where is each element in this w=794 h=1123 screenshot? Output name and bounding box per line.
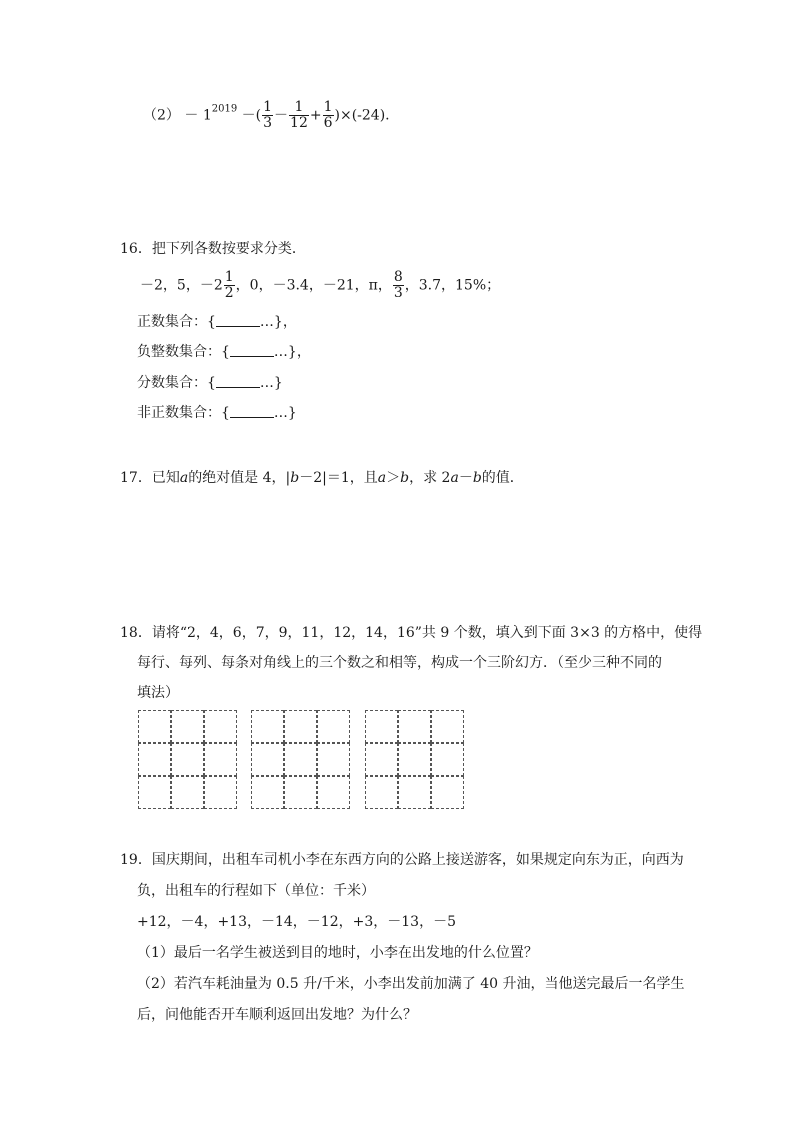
set-end: …} — [273, 405, 297, 421]
grid-cell[interactable] — [171, 710, 204, 743]
grid-cell[interactable] — [138, 743, 171, 776]
q15-fraction-2 — [289, 100, 309, 131]
q15-minus: －( — [241, 107, 262, 124]
fraction-denominator: 12 — [290, 115, 308, 131]
set-label: 负整数集合：{ — [137, 344, 230, 360]
var-a: a — [179, 470, 189, 486]
grid-cell[interactable] — [431, 710, 464, 743]
var-b: b — [472, 470, 482, 486]
q15-fraction-3 — [323, 100, 334, 131]
grid-cell[interactable] — [317, 710, 350, 743]
grid-cell[interactable] — [204, 710, 237, 743]
q16-number-list — [140, 270, 500, 301]
grid-cell[interactable] — [138, 710, 171, 743]
grid-cell[interactable] — [251, 710, 284, 743]
q16-list-part-c: ，3.7，15%； — [404, 277, 501, 294]
var-a: a — [377, 470, 387, 486]
var-b: b — [400, 470, 410, 486]
q15-tail: )×(-24). — [334, 107, 390, 124]
q18-line-1: 18．请将“2，4，6，7，9，11，12，14，16”共 9 个数，填入到下面 3×3 的方格中，使得 — [120, 625, 703, 641]
q15-part2 — [143, 100, 390, 131]
q17-part: 的值． — [481, 470, 524, 486]
q17-part: －2|＝1，且 — [299, 470, 378, 486]
q17-part: ，求 2 — [409, 470, 451, 486]
magic-square-grid-1 — [138, 710, 237, 809]
q17-text — [120, 469, 524, 487]
q19-subq-2: （2）若汽车耗油量为 0.5 升/千米，小李出发前加满了 40 升油，当他送完最后一名学生 — [137, 976, 685, 992]
answer-blank[interactable] — [230, 344, 274, 357]
grid-cell[interactable] — [398, 776, 431, 809]
grid-cell[interactable] — [317, 743, 350, 776]
q16-title: 16．把下列各数按要求分类． — [120, 241, 306, 257]
set-end: …} — [259, 375, 283, 391]
grid-cell[interactable] — [284, 710, 317, 743]
q19-subq-1: （1）最后一名学生被送到目的地时，小李在出发地的什么位置？ — [137, 945, 538, 961]
grid-cell[interactable] — [284, 743, 317, 776]
grid-cell[interactable] — [365, 710, 398, 743]
q15-base: － 1 — [184, 107, 212, 124]
set-label: 分数集合：{ — [137, 375, 216, 391]
grid-cell[interactable] — [251, 776, 284, 809]
set-label: 非正数集合：{ — [137, 405, 230, 421]
q16-set-negative-integer — [137, 343, 311, 361]
q16-set-fraction — [137, 374, 283, 392]
q16-set-positive — [137, 313, 297, 331]
q16-fraction — [393, 270, 404, 301]
answer-blank[interactable] — [230, 405, 274, 418]
q15-op1: － — [274, 107, 289, 124]
q15-fraction-1 — [262, 100, 273, 131]
var-b: b — [290, 470, 300, 486]
grid-cell[interactable] — [365, 776, 398, 809]
fraction-denominator: 6 — [323, 115, 333, 131]
grid-cell[interactable] — [317, 776, 350, 809]
q17-part: 的绝对值是 4，| — [188, 470, 291, 486]
q16-list-part-a: －2，5，－2 — [140, 277, 223, 294]
q16-set-nonpositive — [137, 404, 297, 422]
grid-cell[interactable] — [251, 743, 284, 776]
fraction-denominator: 3 — [263, 115, 273, 131]
answer-blank[interactable] — [216, 375, 260, 388]
grid-cell[interactable] — [398, 743, 431, 776]
grid-cell[interactable] — [431, 776, 464, 809]
grid-cell[interactable] — [398, 710, 431, 743]
q17-part: 17．已知 — [120, 470, 180, 486]
q17-part: － — [458, 470, 473, 486]
grid-cell[interactable] — [138, 776, 171, 809]
grid-cell[interactable] — [204, 743, 237, 776]
q19-line-2: 负，出租车的行程如下（单位：千米） — [137, 883, 375, 899]
fraction-denominator: 3 — [393, 285, 403, 301]
q18-line-2: 每行、每列、每条对角线上的三个数之和相等，构成一个三阶幻方．（至少三种不同的 — [137, 655, 662, 671]
grid-cell[interactable] — [171, 743, 204, 776]
fraction-numerator: 1 — [224, 269, 234, 285]
grid-cell[interactable] — [431, 743, 464, 776]
q15-part2-label: （2） — [143, 107, 180, 124]
magic-square-grid-3 — [365, 710, 464, 809]
grid-cell[interactable] — [284, 776, 317, 809]
set-end: …}， — [259, 314, 297, 330]
fraction-numerator: 1 — [263, 99, 273, 115]
q19-line-1: 19．国庆期间，出租车司机小李在东西方向的公路上接送游客，如果规定向东为正，向西为 — [120, 852, 684, 868]
fraction-numerator: 1 — [289, 100, 309, 116]
set-label: 正数集合：{ — [137, 314, 216, 330]
q19-trip-values: +12，－4，+13，－14，－12，+3，－13，－5 — [137, 914, 456, 930]
q16-list-part-b: ，0，－3.4，－21，π， — [235, 277, 392, 294]
q15-op2: + — [309, 107, 322, 124]
q17-part: ＞ — [386, 470, 401, 486]
grid-cell[interactable] — [365, 743, 398, 776]
answer-blank[interactable] — [216, 314, 260, 327]
set-end: …}， — [273, 344, 311, 360]
magic-square-grid-2 — [251, 710, 350, 809]
q18-line-3: 填法） — [137, 685, 179, 701]
q16-mixed-fraction — [224, 270, 235, 301]
fraction-numerator: 1 — [323, 99, 333, 115]
q15-exponent: 2019 — [211, 103, 238, 115]
fraction-numerator: 8 — [393, 269, 403, 285]
fraction-denominator: 2 — [224, 285, 234, 301]
grid-cell[interactable] — [171, 776, 204, 809]
var-a: a — [450, 470, 459, 486]
grid-cell[interactable] — [204, 776, 237, 809]
q19-subq-2-cont: 后，问他能否开车顺利返回出发地？为什么？ — [137, 1007, 417, 1023]
